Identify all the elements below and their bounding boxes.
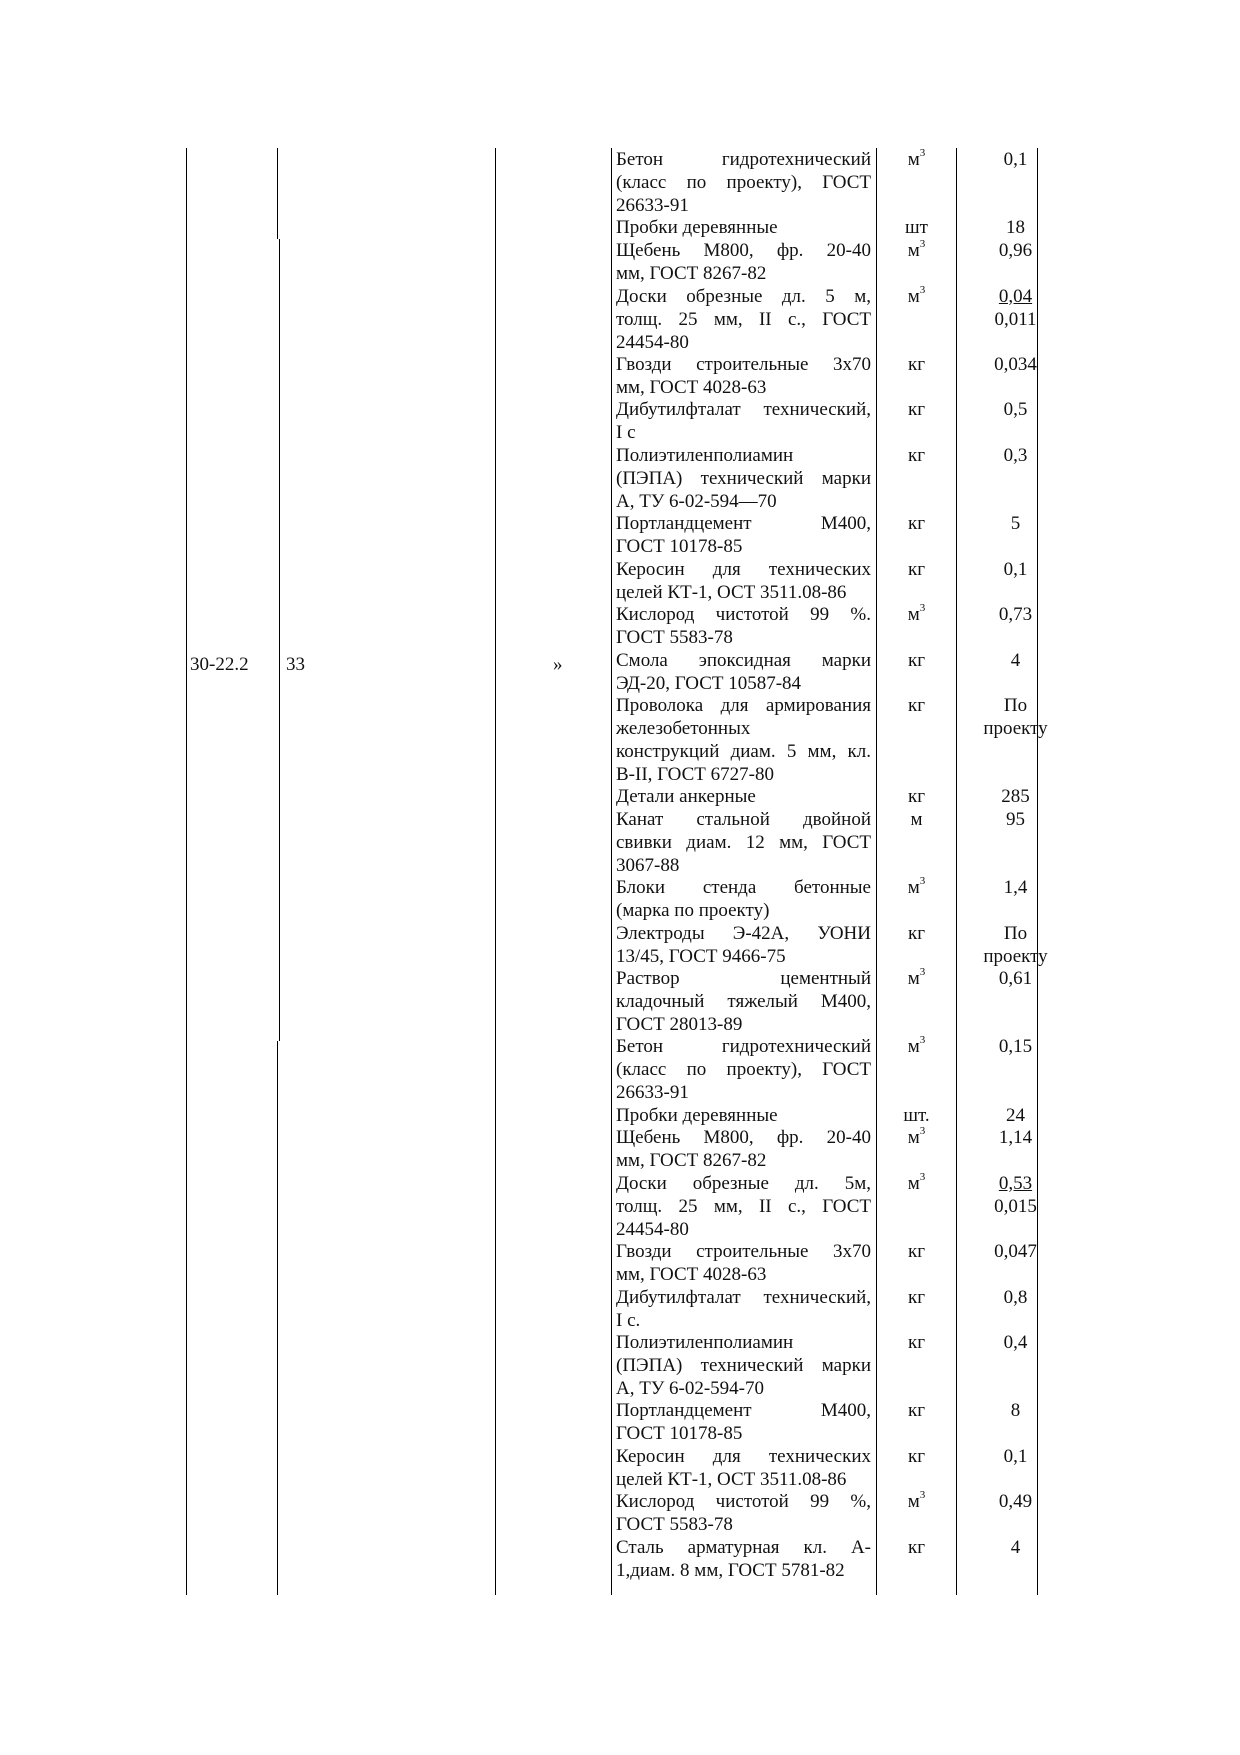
unit-text: шт. [903, 1104, 930, 1126]
unit [880, 398, 953, 421]
quantity [958, 694, 1073, 740]
quantity [958, 216, 1073, 239]
quantity-line: 0,1 [1003, 1445, 1028, 1467]
quantity [958, 444, 1073, 467]
quantity-line: 0,61 [998, 968, 1033, 989]
material-line: ГОСТ 10178-85 [616, 536, 743, 557]
material-line: мм, ГОСТ 4028-63 [616, 1264, 767, 1285]
unit-text: м [907, 1491, 920, 1513]
unit-superscript: 3 [919, 1489, 926, 1502]
quantity [958, 1490, 1073, 1513]
material-name [616, 1126, 871, 1172]
material-line: Блоки стенда бетонные [616, 877, 871, 898]
quantity [958, 785, 1073, 808]
unit [880, 1399, 953, 1422]
material-line: B-II, ГОСТ 6727-80 [616, 764, 774, 785]
material-line: ГОСТ 10178-85 [616, 1423, 743, 1445]
unit-superscript: 3 [919, 283, 926, 296]
section-code: 30-22.2 [190, 654, 249, 675]
material-line: (ПЭПА) технический марки [616, 467, 871, 489]
material-name [616, 216, 871, 239]
material-line: Бетон гидротехнический [616, 149, 871, 170]
material-line: (марка по проекту) [616, 900, 770, 921]
material-name [616, 444, 871, 513]
quantity [958, 1445, 1073, 1468]
quantity [958, 239, 1073, 262]
quantity-line: 0,49 [998, 1491, 1033, 1513]
material-line: Портландцемент М400, [616, 513, 871, 534]
unit [880, 558, 953, 581]
unit [880, 694, 953, 717]
material-line: I с [616, 422, 636, 444]
quantity-line: 5 [1010, 513, 1021, 534]
quantity-line: 285 [1001, 786, 1030, 807]
material-name [616, 1490, 871, 1536]
quantity-line: проекту [983, 945, 1048, 967]
quantity-line: 0,034 [994, 353, 1037, 375]
material-line: 24454-80 [616, 1218, 689, 1240]
unit-superscript: 3 [919, 602, 926, 614]
material-name [616, 1172, 871, 1241]
quantity [958, 967, 1073, 990]
material-line: Дибутилфталат технический, [616, 399, 871, 421]
material-line: Гвозди строительные 3х70 [616, 1241, 871, 1262]
unit [880, 1536, 953, 1559]
material-line: толщ. 25 мм, II с., ГОСТ [616, 1195, 871, 1217]
quantity [958, 876, 1073, 899]
material-line: ГОСТ 28013-89 [616, 1014, 743, 1035]
unit-text: кг [907, 1445, 926, 1467]
unit [880, 1286, 953, 1309]
quantity [958, 1104, 1073, 1127]
quantity-line: 0,73 [998, 604, 1033, 625]
unit [880, 444, 953, 467]
material-name [616, 694, 871, 786]
material-line: 26633-91 [616, 1082, 689, 1104]
material-line: Гвозди строительные 3х70 [616, 353, 871, 375]
material-line: (класс по проекту), ГОСТ [616, 172, 871, 193]
unit-text: кг [907, 1241, 926, 1262]
material-name [616, 922, 871, 968]
material-line: железобетонных [616, 718, 751, 739]
material-line: А, ТУ 6-02-594-70 [616, 1378, 765, 1399]
material-name [616, 512, 871, 558]
quantity [958, 353, 1073, 376]
material-line: Раствор цементный [616, 968, 871, 989]
material-name [616, 148, 871, 217]
material-line: Щебень М800, фр. 20-40 [616, 1127, 871, 1149]
unit-superscript: 3 [919, 966, 926, 978]
material-line: Керосин для технических [616, 558, 871, 580]
material-line: кладочный тяжелый М400, [616, 991, 871, 1012]
quantity-line: 4 [1010, 1536, 1021, 1558]
unit [880, 148, 953, 171]
material-line: Электроды Э-42А, УОНИ [616, 922, 871, 944]
quantity [958, 1172, 1073, 1218]
quantity-line: 0,53 [998, 1172, 1033, 1194]
material-line: мм, ГОСТ 4028-63 [616, 376, 767, 398]
material-line: Пробки деревянные [616, 217, 778, 239]
unit-superscript: 3 [919, 147, 926, 159]
quantity [958, 1240, 1073, 1263]
material-line: ГОСТ 5583-78 [616, 1514, 733, 1536]
quantity [958, 398, 1073, 421]
quantity-line: 18 [1006, 217, 1025, 239]
material-name [616, 558, 871, 604]
quantity [958, 603, 1073, 626]
unit-text: м [907, 1127, 920, 1149]
unit-text: кг [907, 649, 926, 671]
material-line: ЭД-20, ГОСТ 10587-84 [616, 672, 802, 694]
unit-text: м [907, 1036, 920, 1058]
quantity [958, 1035, 1073, 1058]
quantity [958, 1331, 1073, 1354]
unit-text: м [907, 285, 920, 307]
material-name [616, 603, 871, 649]
material-name [616, 1399, 871, 1445]
unit-text: м [910, 808, 923, 830]
material-line: Дибутилфталат технический, [616, 1286, 871, 1308]
unit [880, 1172, 953, 1195]
unit-text: м [907, 1172, 920, 1194]
material-line: 3067-88 [616, 854, 680, 876]
unit-text: м [907, 604, 920, 625]
unit [880, 216, 953, 239]
unit-superscript: 3 [919, 1170, 926, 1183]
quantity-line: 0,1 [1003, 558, 1028, 580]
material-name [616, 1536, 871, 1582]
material-line: 1,диам. 8 мм, ГОСТ 5781-82 [616, 1559, 845, 1581]
unit-text: м [907, 149, 920, 170]
quantity [958, 558, 1073, 581]
quantity [958, 1399, 1073, 1422]
material-name [616, 398, 871, 444]
material-line: мм, ГОСТ 8267-82 [616, 1150, 767, 1172]
material-line: Полиэтиленполиамин [616, 444, 794, 466]
material-line: целей КТ-1, ОСТ 3511.08-86 [616, 1468, 847, 1490]
unit-text: кг [907, 353, 926, 375]
unit [880, 353, 953, 376]
unit [880, 876, 953, 899]
quantity-line: 95 [1006, 808, 1025, 830]
unit [880, 1331, 953, 1354]
unit [880, 512, 953, 535]
unit [880, 649, 953, 672]
quantity [958, 285, 1073, 331]
unit-text: кг [907, 922, 926, 944]
material-line: свивки диам. 12 мм, ГОСТ [616, 831, 871, 853]
quantity-line: 1,4 [1003, 877, 1028, 898]
unit-text: кг [907, 1332, 926, 1353]
unit [880, 967, 953, 990]
material-name [616, 239, 871, 285]
material-line: 13/45, ГОСТ 9466-75 [616, 945, 786, 967]
material-line: конструкций диам. 5 мм, кл. [616, 741, 871, 762]
material-line: толщ. 25 мм, II с., ГОСТ [616, 308, 871, 330]
material-line: (ПЭПА) технический марки [616, 1355, 871, 1376]
quantity-line: 0,8 [1003, 1286, 1028, 1308]
unit [880, 239, 953, 262]
material-line: Канат стальной двойной [616, 808, 871, 830]
material-line: целей КТ-1, ОСТ 3511.08-86 [616, 581, 847, 603]
quantity [958, 649, 1073, 672]
material-name [616, 353, 871, 399]
quantity-line: 0,15 [998, 1036, 1033, 1058]
unit-text: шт [905, 217, 928, 239]
material-line: Полиэтиленполиамин [616, 1332, 794, 1353]
material-line: Керосин для технических [616, 1445, 871, 1467]
quantity-line: 24 [1006, 1104, 1025, 1126]
quantity-line: 4 [1010, 649, 1021, 671]
ditto-mark: » [553, 654, 563, 675]
unit-text: м [907, 877, 920, 898]
quantity [958, 512, 1073, 535]
material-line: 24454-80 [616, 331, 689, 353]
unit-text: кг [907, 1400, 926, 1422]
material-line: Доски обрезные дл. 5м, [616, 1172, 871, 1194]
material-name [616, 285, 871, 354]
quantity-line: 0,015 [994, 1195, 1037, 1217]
material-line: Проволока для армирования [616, 695, 871, 716]
quantity-line: проекту [983, 718, 1048, 739]
material-line: Детали анкерные [616, 786, 756, 807]
quantity-line: 8 [1010, 1400, 1021, 1422]
unit [880, 603, 953, 626]
unit-superscript: 3 [919, 238, 926, 250]
material-name [616, 1240, 871, 1286]
quantity [958, 1536, 1073, 1559]
quantity-line: 0,1 [1003, 149, 1028, 170]
quantity-line: 0,047 [994, 1241, 1037, 1262]
unit-text: кг [907, 1286, 926, 1308]
quantity-line: 0,4 [1003, 1332, 1028, 1353]
quantity [958, 1126, 1073, 1149]
unit [880, 1240, 953, 1263]
unit [880, 1035, 953, 1058]
material-line: I с. [616, 1309, 641, 1331]
material-line: Кислород чистотой 99 %. [616, 604, 871, 625]
quantity-line: 0,011 [994, 308, 1037, 330]
quantity [958, 1286, 1073, 1309]
unit [880, 808, 953, 831]
section-number: 33 [286, 654, 305, 675]
material-name [616, 876, 871, 922]
material-name [616, 1104, 871, 1127]
material-line: мм, ГОСТ 8267-82 [616, 263, 767, 284]
quantity-line: По [1003, 922, 1028, 944]
material-line: (класс по проекту), ГОСТ [616, 1059, 871, 1081]
unit [880, 1445, 953, 1468]
material-line: 26633-91 [616, 195, 689, 216]
material-line: Пробки деревянные [616, 1104, 778, 1126]
unit [880, 1126, 953, 1149]
material-name [616, 1286, 871, 1332]
unit-text: м [907, 240, 920, 261]
unit-text: кг [907, 444, 926, 466]
unit-text: м [907, 968, 920, 989]
material-name [616, 1331, 871, 1400]
unit-text: кг [907, 786, 926, 807]
quantity-line: 0,5 [1003, 399, 1028, 421]
unit [880, 785, 953, 808]
material-line: Сталь арматурная кл. А- [616, 1536, 871, 1558]
unit-text: кг [907, 1536, 926, 1558]
material-name [616, 785, 871, 808]
material-name [616, 808, 871, 877]
material-line: Кислород чистотой 99 %, [616, 1491, 871, 1513]
quantity [958, 808, 1073, 831]
quantity-line: 0,96 [998, 240, 1033, 261]
material-line: ГОСТ 5583-78 [616, 627, 733, 648]
quantity-line: 0,3 [1003, 444, 1028, 466]
material-line: Бетон гидротехнический [616, 1036, 871, 1058]
material-name [616, 649, 871, 695]
material-line: Смола эпоксидная марки [616, 649, 871, 671]
unit [880, 1104, 953, 1127]
material-line: А, ТУ 6-02-594—70 [616, 490, 777, 512]
material-name [616, 1035, 871, 1104]
unit [880, 285, 953, 308]
unit-superscript: 3 [919, 1034, 926, 1047]
quantity [958, 148, 1073, 171]
quantity-line: 1,14 [998, 1127, 1033, 1149]
quantity [958, 922, 1073, 968]
unit-text: кг [907, 558, 926, 580]
material-name [616, 967, 871, 1036]
unit-text: кг [907, 513, 926, 534]
material-line: Доски обрезные дл. 5 м, [616, 285, 871, 307]
quantity-line: По [1003, 695, 1028, 716]
material-line: Портландцемент М400, [616, 1400, 871, 1422]
unit [880, 1490, 953, 1513]
material-name [616, 1445, 871, 1491]
material-line: Щебень М800, фр. 20-40 [616, 240, 871, 261]
unit-superscript: 3 [919, 875, 926, 887]
quantity-line: 0,04 [998, 285, 1033, 307]
unit-text: кг [907, 695, 926, 716]
unit-text: кг [907, 399, 926, 421]
unit [880, 922, 953, 945]
unit-superscript: 3 [919, 1125, 926, 1138]
